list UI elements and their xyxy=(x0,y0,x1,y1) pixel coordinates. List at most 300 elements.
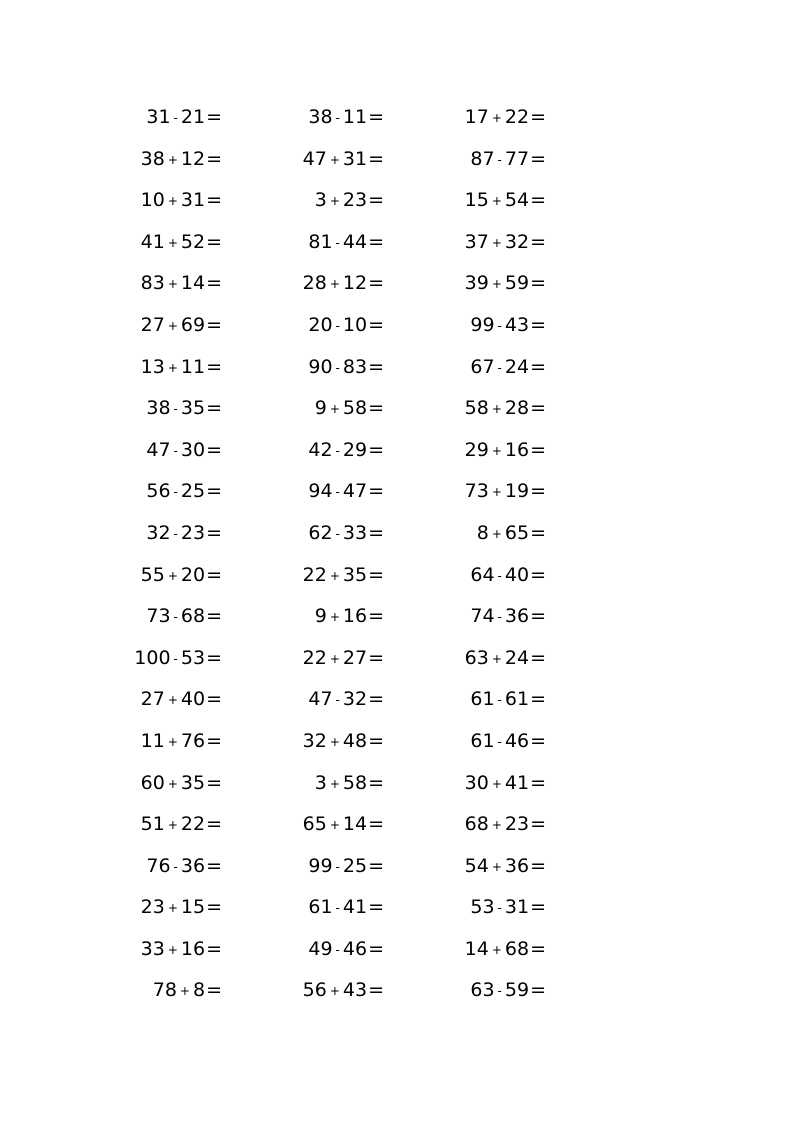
operator: + xyxy=(167,693,178,708)
operand-b: 58 xyxy=(342,397,368,420)
equals-sign: = xyxy=(530,605,546,628)
equals-sign: = xyxy=(368,480,384,503)
operand-a: 32 xyxy=(146,521,171,544)
equals-sign: = xyxy=(206,563,222,586)
math-problem xyxy=(60,804,222,846)
operator: - xyxy=(497,318,502,333)
math-problem xyxy=(60,263,222,305)
equals-sign: = xyxy=(530,438,546,461)
operand-a: 11 xyxy=(140,729,165,752)
operator: + xyxy=(491,485,502,500)
math-problem xyxy=(384,721,546,763)
operand-a: 10 xyxy=(140,189,165,212)
operand-b: 12 xyxy=(180,147,206,170)
math-problem xyxy=(60,638,222,680)
operand-a: 73 xyxy=(464,480,489,503)
math-problem xyxy=(384,180,546,222)
operand-b: 16 xyxy=(342,605,368,628)
operator: - xyxy=(173,111,178,125)
equals-sign: = xyxy=(368,979,384,1002)
operand-b: 35 xyxy=(180,771,206,794)
operand-b: 25 xyxy=(342,854,368,877)
operand-b: 19 xyxy=(504,480,530,503)
equals-sign: = xyxy=(368,605,384,628)
operand-b: 61 xyxy=(504,688,530,711)
equals-sign: = xyxy=(530,979,546,1002)
math-problem xyxy=(60,721,222,763)
equals-sign: = xyxy=(206,272,222,295)
operand-b: 59 xyxy=(504,272,530,295)
math-problem xyxy=(222,388,384,430)
equals-sign: = xyxy=(368,937,384,960)
equals-sign: = xyxy=(368,272,384,295)
operand-b: 46 xyxy=(342,937,368,960)
equals-sign: = xyxy=(206,813,222,836)
math-problem xyxy=(384,388,546,430)
operand-b: 31 xyxy=(342,147,368,170)
operator: - xyxy=(173,443,178,458)
operator: - xyxy=(497,152,502,167)
operand-a: 61 xyxy=(308,896,333,919)
equals-sign: = xyxy=(368,854,384,877)
equals-sign: = xyxy=(368,521,384,544)
equals-sign: = xyxy=(206,854,222,877)
operand-a: 83 xyxy=(140,272,165,295)
math-problem xyxy=(384,97,546,139)
math-problem xyxy=(222,139,384,181)
math-problem xyxy=(222,430,384,472)
operator: - xyxy=(335,901,340,916)
operand-a: 76 xyxy=(146,854,171,877)
operand-b: 35 xyxy=(180,397,206,420)
equals-sign: = xyxy=(530,189,546,212)
operator: + xyxy=(167,942,178,957)
equals-sign: = xyxy=(206,896,222,919)
operand-a: 22 xyxy=(302,563,327,586)
equals-sign: = xyxy=(530,272,546,295)
operator: - xyxy=(497,693,502,708)
equals-sign: = xyxy=(530,771,546,794)
operand-a: 47 xyxy=(302,147,327,170)
operator: - xyxy=(497,360,502,375)
math-problem xyxy=(60,596,222,638)
math-problem xyxy=(60,388,222,430)
equals-sign: = xyxy=(530,397,546,420)
operand-b: 77 xyxy=(504,147,530,170)
operator: + xyxy=(329,277,340,292)
operand-b: 40 xyxy=(180,688,206,711)
operator: + xyxy=(491,651,502,666)
operand-a: 31 xyxy=(146,106,171,128)
math-problem xyxy=(60,97,222,139)
operand-a: 14 xyxy=(464,937,489,960)
operand-a: 3 xyxy=(314,189,327,212)
equals-sign: = xyxy=(530,355,546,378)
operand-b: 31 xyxy=(504,896,530,919)
operand-a: 47 xyxy=(308,688,333,711)
equals-sign: = xyxy=(530,563,546,586)
equals-sign: = xyxy=(530,521,546,544)
equals-sign: = xyxy=(206,688,222,711)
operand-a: 63 xyxy=(464,646,489,669)
equals-sign: = xyxy=(206,605,222,628)
operator: + xyxy=(491,443,502,458)
operand-a: 55 xyxy=(140,563,165,586)
operand-b: 10 xyxy=(342,313,368,336)
operator: + xyxy=(491,194,502,209)
math-problem xyxy=(384,347,546,389)
operand-a: 63 xyxy=(470,979,495,1002)
math-problem xyxy=(60,347,222,389)
math-problem xyxy=(384,638,546,680)
operand-a: 99 xyxy=(470,313,495,336)
operator: + xyxy=(167,194,178,209)
math-problem xyxy=(222,471,384,513)
math-problem xyxy=(60,846,222,888)
operand-b: 12 xyxy=(342,272,368,295)
operand-b: 32 xyxy=(342,688,368,711)
operator: - xyxy=(335,235,340,250)
math-problem xyxy=(222,555,384,597)
operand-a: 33 xyxy=(140,937,165,960)
operand-a: 17 xyxy=(464,106,489,128)
equals-sign: = xyxy=(206,106,222,128)
operand-a: 60 xyxy=(140,771,165,794)
operator: - xyxy=(173,859,178,874)
operand-a: 62 xyxy=(308,521,333,544)
math-problem xyxy=(222,679,384,721)
math-problem xyxy=(384,139,546,181)
operand-a: 27 xyxy=(140,313,165,336)
operand-b: 29 xyxy=(342,438,368,461)
math-problem xyxy=(222,970,384,1012)
operator: + xyxy=(167,235,178,250)
operand-b: 46 xyxy=(504,729,530,752)
operand-a: 38 xyxy=(146,397,171,420)
equals-sign: = xyxy=(368,355,384,378)
operand-b: 33 xyxy=(342,521,368,544)
operand-a: 41 xyxy=(140,230,165,253)
operand-b: 76 xyxy=(180,729,206,752)
operator: + xyxy=(167,901,178,916)
operand-b: 16 xyxy=(180,937,206,960)
operand-b: 65 xyxy=(504,521,530,544)
equals-sign: = xyxy=(530,729,546,752)
equals-sign: = xyxy=(530,688,546,711)
operand-b: 47 xyxy=(342,480,368,503)
math-problem xyxy=(60,970,222,1012)
operand-b: 43 xyxy=(342,979,368,1002)
operand-b: 68 xyxy=(180,605,206,628)
math-problem xyxy=(222,887,384,929)
operator: - xyxy=(497,568,502,583)
operator: + xyxy=(329,651,340,666)
operand-a: 61 xyxy=(470,729,495,752)
operator: + xyxy=(329,734,340,749)
operand-b: 8 xyxy=(192,979,206,1002)
operand-b: 31 xyxy=(180,189,206,212)
operand-b: 54 xyxy=(504,189,530,212)
operand-b: 52 xyxy=(180,230,206,253)
equals-sign: = xyxy=(368,313,384,336)
equals-sign: = xyxy=(368,189,384,212)
math-problem xyxy=(60,430,222,472)
operand-a: 39 xyxy=(464,272,489,295)
operand-b: 35 xyxy=(342,563,368,586)
operator: - xyxy=(335,111,340,125)
operator: - xyxy=(335,859,340,874)
operand-a: 9 xyxy=(314,397,327,420)
operator: - xyxy=(335,360,340,375)
math-problem xyxy=(222,513,384,555)
equals-sign: = xyxy=(368,147,384,170)
operator: + xyxy=(329,984,340,999)
operator: + xyxy=(491,526,502,541)
operand-b: 68 xyxy=(504,937,530,960)
operator: - xyxy=(497,901,502,916)
operator: + xyxy=(491,235,502,250)
operand-a: 94 xyxy=(308,480,333,503)
operand-b: 22 xyxy=(180,813,206,836)
equals-sign: = xyxy=(530,646,546,669)
math-problem xyxy=(60,887,222,929)
operand-b: 15 xyxy=(180,896,206,919)
operator: - xyxy=(335,318,340,333)
operand-a: 37 xyxy=(464,230,489,253)
operand-b: 23 xyxy=(504,813,530,836)
operand-b: 23 xyxy=(180,521,206,544)
equals-sign: = xyxy=(206,189,222,212)
operand-b: 59 xyxy=(504,979,530,1002)
operator: + xyxy=(491,859,502,874)
operand-a: 15 xyxy=(464,189,489,212)
math-problem xyxy=(222,263,384,305)
operand-a: 65 xyxy=(302,813,327,836)
operand-b: 30 xyxy=(180,438,206,461)
operator: - xyxy=(497,984,502,999)
operator: + xyxy=(329,610,340,625)
equals-sign: = xyxy=(206,355,222,378)
operator: + xyxy=(491,402,502,417)
operand-b: 53 xyxy=(180,646,206,669)
operand-a: 20 xyxy=(308,313,333,336)
operator: - xyxy=(335,443,340,458)
operand-a: 22 xyxy=(302,646,327,669)
operand-b: 36 xyxy=(504,605,530,628)
operand-b: 32 xyxy=(504,230,530,253)
math-problem xyxy=(60,679,222,721)
math-problem xyxy=(60,513,222,555)
operand-b: 69 xyxy=(180,313,206,336)
operand-b: 14 xyxy=(180,272,206,295)
math-problem xyxy=(60,139,222,181)
math-problem xyxy=(222,180,384,222)
operand-a: 90 xyxy=(308,355,333,378)
math-problem xyxy=(384,471,546,513)
operator: + xyxy=(329,152,340,167)
operator: - xyxy=(335,942,340,957)
operator: + xyxy=(329,402,340,417)
operand-a: 67 xyxy=(470,355,495,378)
math-problem xyxy=(222,596,384,638)
operator: + xyxy=(167,734,178,749)
math-problem xyxy=(60,305,222,347)
operand-b: 58 xyxy=(342,771,368,794)
math-problem xyxy=(222,721,384,763)
operand-a: 3 xyxy=(314,771,327,794)
math-problem xyxy=(384,846,546,888)
operand-b: 28 xyxy=(504,397,530,420)
operand-b: 40 xyxy=(504,563,530,586)
equals-sign: = xyxy=(206,397,222,420)
operand-b: 24 xyxy=(504,646,530,669)
operand-a: 58 xyxy=(464,397,489,420)
operator: - xyxy=(335,526,340,541)
equals-sign: = xyxy=(206,771,222,794)
operator: - xyxy=(335,693,340,708)
operand-b: 43 xyxy=(504,313,530,336)
operand-b: 16 xyxy=(504,438,530,461)
operator: + xyxy=(329,568,340,583)
operand-b: 27 xyxy=(342,646,368,669)
operand-b: 41 xyxy=(504,771,530,794)
operator: + xyxy=(491,818,502,833)
equals-sign: = xyxy=(368,106,384,128)
operand-a: 68 xyxy=(464,813,489,836)
operand-b: 11 xyxy=(180,355,206,378)
operator: + xyxy=(329,818,340,833)
operand-b: 21 xyxy=(180,106,206,128)
math-problem xyxy=(60,929,222,971)
equals-sign: = xyxy=(206,521,222,544)
problem-column-3 xyxy=(384,97,546,1012)
operand-b: 22 xyxy=(504,106,530,128)
equals-sign: = xyxy=(530,230,546,253)
equals-sign: = xyxy=(206,147,222,170)
operand-b: 44 xyxy=(342,230,368,253)
operand-a: 23 xyxy=(140,896,165,919)
operand-a: 32 xyxy=(302,729,327,752)
operator: + xyxy=(167,277,178,292)
operand-b: 36 xyxy=(504,854,530,877)
operand-b: 25 xyxy=(180,480,206,503)
operand-a: 56 xyxy=(146,480,171,503)
equals-sign: = xyxy=(206,480,222,503)
operand-b: 36 xyxy=(180,854,206,877)
equals-sign: = xyxy=(530,854,546,877)
operand-b: 48 xyxy=(342,729,368,752)
math-problem xyxy=(384,513,546,555)
operator: + xyxy=(167,318,178,333)
math-problem xyxy=(384,887,546,929)
operand-a: 81 xyxy=(308,230,333,253)
math-problem xyxy=(384,679,546,721)
equals-sign: = xyxy=(530,147,546,170)
math-problem xyxy=(222,222,384,264)
operator: + xyxy=(167,152,178,167)
math-problem xyxy=(222,347,384,389)
math-problem xyxy=(222,763,384,805)
operator: + xyxy=(329,776,340,791)
operand-b: 41 xyxy=(342,896,368,919)
operand-a: 74 xyxy=(470,605,495,628)
math-problem xyxy=(384,970,546,1012)
math-problem xyxy=(384,555,546,597)
math-problem xyxy=(384,596,546,638)
operand-a: 54 xyxy=(464,854,489,877)
operator: + xyxy=(491,277,502,292)
operator: - xyxy=(335,485,340,500)
operator: + xyxy=(167,360,178,375)
operand-a: 78 xyxy=(152,979,177,1002)
equals-sign: = xyxy=(368,813,384,836)
equals-sign: = xyxy=(206,438,222,461)
operator: - xyxy=(173,651,178,666)
math-problem xyxy=(384,430,546,472)
operand-a: 64 xyxy=(470,563,495,586)
operand-a: 9 xyxy=(314,605,327,628)
operand-a: 61 xyxy=(470,688,495,711)
problem-column-2 xyxy=(222,97,384,1012)
operand-a: 29 xyxy=(464,438,489,461)
operand-a: 42 xyxy=(308,438,333,461)
equals-sign: = xyxy=(368,646,384,669)
operator: - xyxy=(497,734,502,749)
operator: + xyxy=(491,111,502,125)
equals-sign: = xyxy=(206,937,222,960)
operand-a: 28 xyxy=(302,272,327,295)
math-problem xyxy=(60,763,222,805)
math-problem xyxy=(60,222,222,264)
equals-sign: = xyxy=(206,979,222,1002)
operator: - xyxy=(173,485,178,500)
operator: - xyxy=(173,402,178,417)
math-problem xyxy=(222,846,384,888)
equals-sign: = xyxy=(368,688,384,711)
equals-sign: = xyxy=(530,937,546,960)
equals-sign: = xyxy=(206,729,222,752)
equals-sign: = xyxy=(368,397,384,420)
operand-a: 47 xyxy=(146,438,171,461)
operator: + xyxy=(329,194,340,209)
math-problem xyxy=(222,97,384,139)
operand-b: 24 xyxy=(504,355,530,378)
math-problem xyxy=(384,222,546,264)
equals-sign: = xyxy=(530,106,546,128)
operand-a: 56 xyxy=(302,979,327,1002)
operator: + xyxy=(179,984,190,999)
equals-sign: = xyxy=(368,771,384,794)
equals-sign: = xyxy=(206,313,222,336)
math-problem xyxy=(222,305,384,347)
operand-a: 27 xyxy=(140,688,165,711)
equals-sign: = xyxy=(206,646,222,669)
operand-a: 100 xyxy=(134,646,171,669)
math-problem xyxy=(384,929,546,971)
math-problem xyxy=(222,638,384,680)
math-problem xyxy=(60,555,222,597)
operator: + xyxy=(491,776,502,791)
problem-column-1 xyxy=(60,97,222,1012)
equals-sign: = xyxy=(368,896,384,919)
operand-a: 30 xyxy=(464,771,489,794)
equals-sign: = xyxy=(530,813,546,836)
equals-sign: = xyxy=(368,729,384,752)
operator: + xyxy=(491,942,502,957)
math-problem xyxy=(384,305,546,347)
math-problem xyxy=(384,263,546,305)
operand-b: 11 xyxy=(342,106,368,128)
